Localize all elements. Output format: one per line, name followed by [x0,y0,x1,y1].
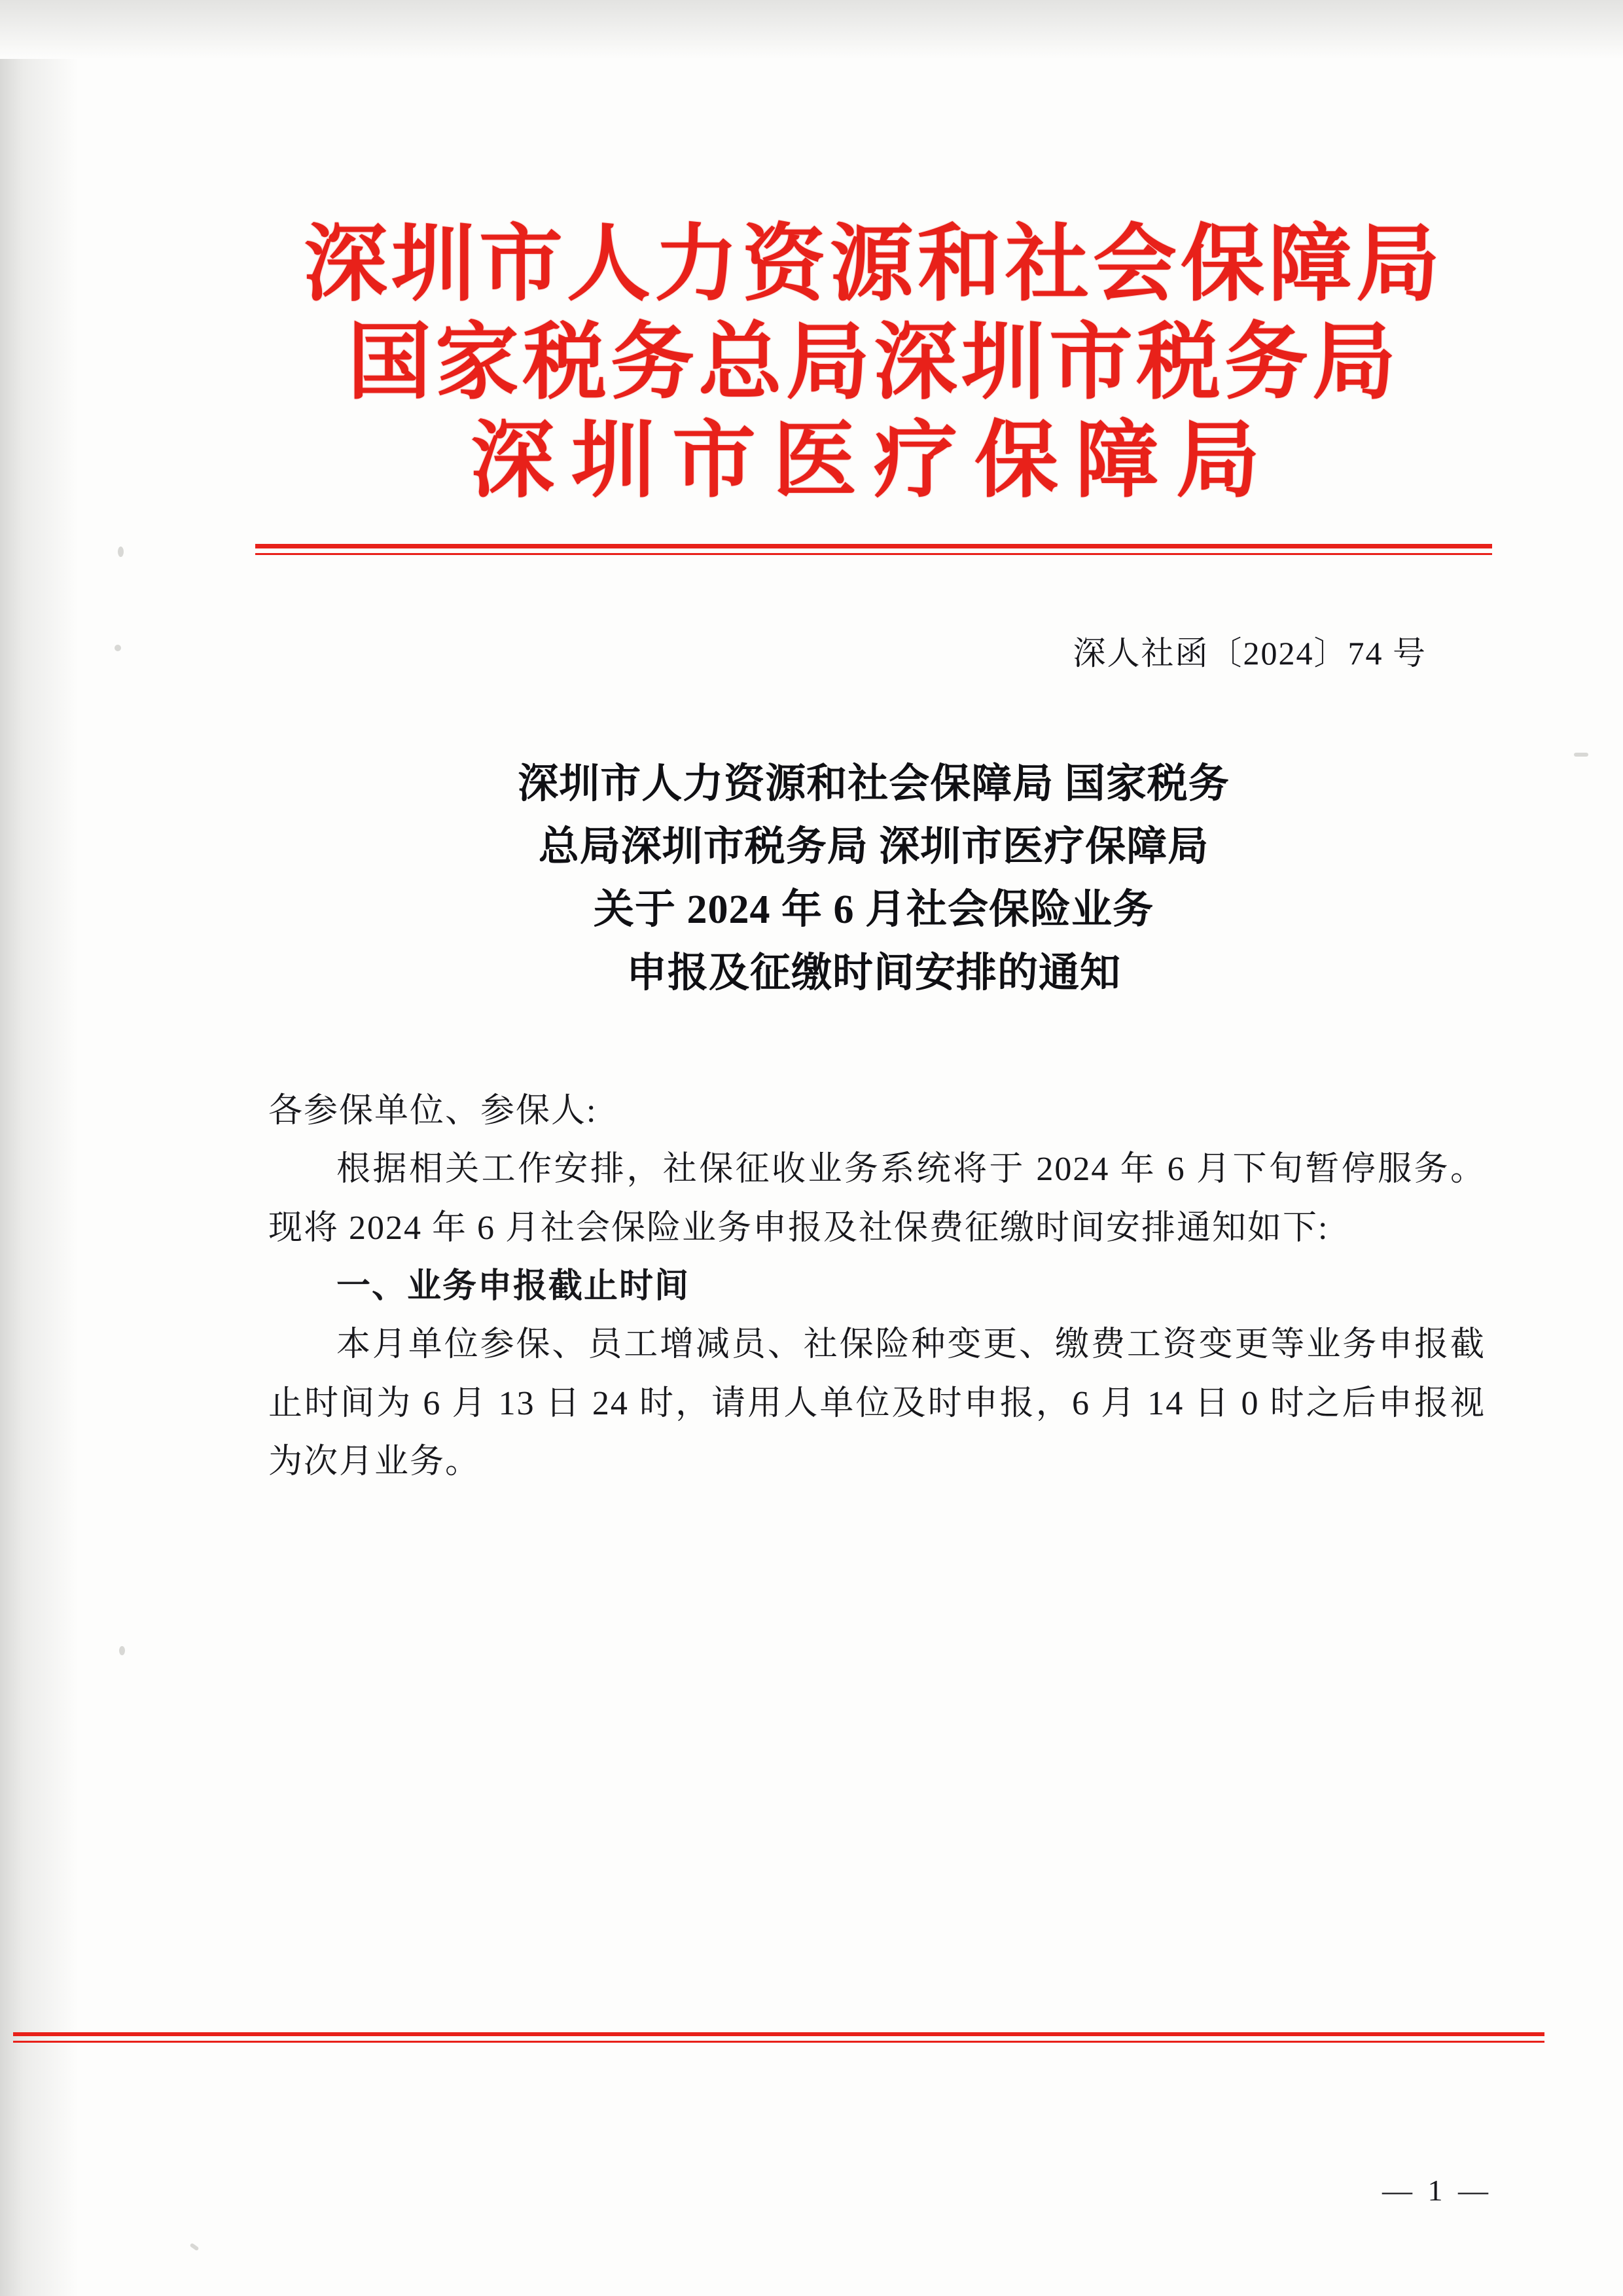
scan-speck [190,2243,200,2251]
document-body [242,1082,1505,1492]
title-line-2: 总局深圳市税务局 深圳市医疗保障局 [538,825,1209,870]
document-number: 深人社函〔2024〕74 号 [1073,635,1427,672]
scan-speck [119,1646,125,1655]
letterhead-line-1: 深圳市人力资源和社会保障局 [303,218,1444,311]
title-line-1: 深圳市人力资源和社会保障局 国家税务 [518,762,1230,807]
body-heading-1: 一、业务申报截止时间 [336,1267,690,1305]
title-line-4: 申报及征缴时间安排的通知 [626,950,1121,996]
letterhead-line-3: 深圳市医疗保障局 [470,414,1277,507]
document-title [242,753,1505,1004]
footer-divider-thin [13,2041,1544,2043]
footer-divider [13,2032,1544,2043]
letterhead-divider-thin [255,553,1492,555]
footer-divider-thick [13,2032,1544,2036]
letterhead-divider [242,544,1505,555]
scan-speck [118,547,124,557]
body-paragraph-1: 根据相关工作安排，社保征收业务系统将于 2024 年 6 月下旬暂停服务。现将 2024 年 6 月社会保险业务申报及社保费征缴时间安排通知如下: [268,1151,1486,1247]
title-line-3: 关于 2024 年 6 月社会保险业务 [593,888,1154,933]
letterhead [242,216,1505,510]
letterhead-line-2: 国家税务总局深圳市税务局 [347,315,1400,409]
letterhead-divider-thick [255,544,1492,548]
salutation: 各参保单位、参保人: [268,1092,597,1130]
page-number: — 1 — [1382,2174,1492,2207]
body-paragraph-2: 本月单位参保、员工增减员、社保险种变更、缴费工资变更等业务申报截止时间为 6 月 13 日 24 时，请用人单位及时申报，6 月 14 日 0 时之后申报视为次月业务。 [268,1326,1486,1481]
scan-speck [1574,753,1588,757]
scan-edge-shadow-left [0,0,79,2296]
document-content [242,0,1505,2296]
scan-speck [115,645,121,651]
